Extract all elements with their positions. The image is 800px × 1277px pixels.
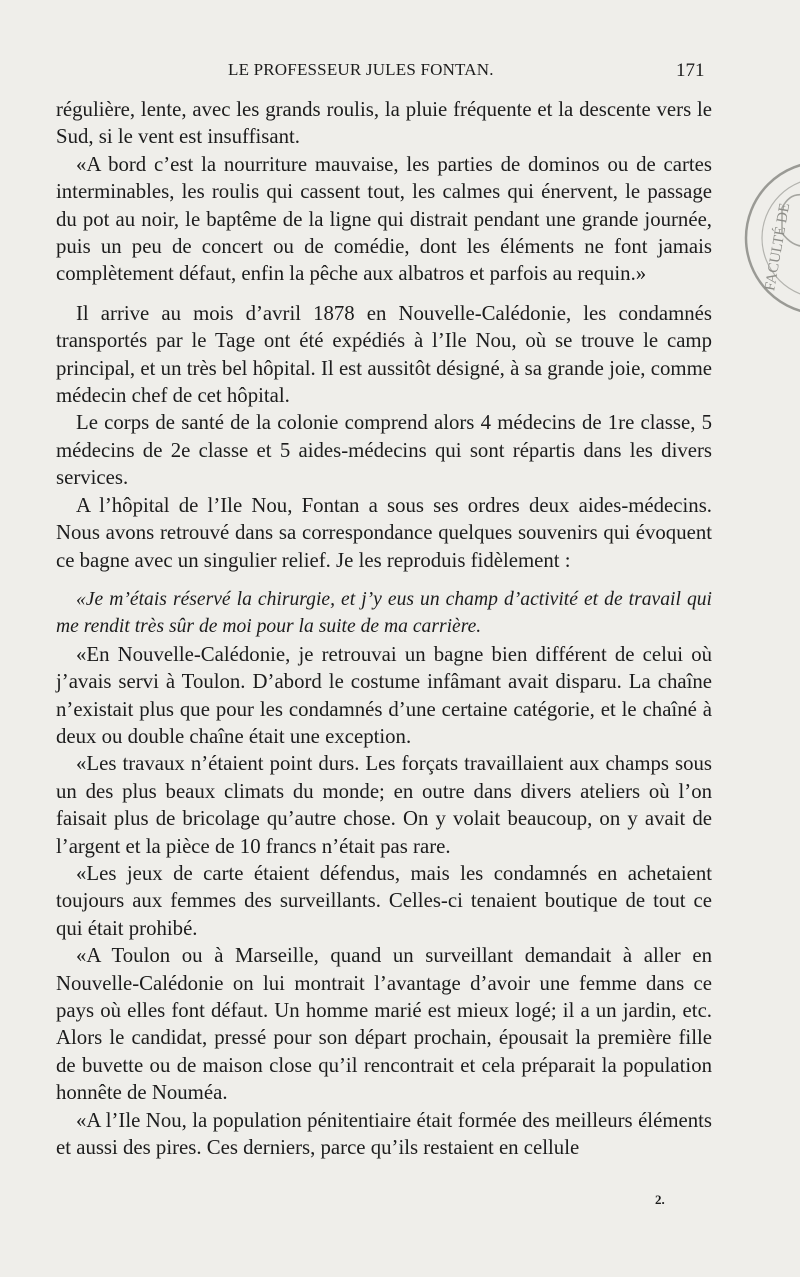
paragraph: «A l’Ile Nou, la population pénitentiaire était formée des meilleurs éléments et aussi des pires. Ces derniers, parce qu’ils restaient en cellule [56, 1108, 712, 1160]
paragraph: «En Nouvelle-Calédonie, je retrouvai un bagne bien différent de celui où j’avais servi à Toulon. D’abord le costume infâmant avait disparu. La chaîne n’existait plus que pour les condamnés d’une certaine catégorie, et le chaîné à deux ou double chaîne était une exception. [56, 642, 712, 748]
paragraph: régulière, lente, avec les grands roulis, la pluie fréquente et la descente vers le Sud, si le vent est insuffisant. [56, 98, 712, 149]
signature-mark: 2. [655, 1192, 665, 1207]
paragraph: «A bord c’est la nourriture mauvaise, les parties de dominos ou de cartes interminables, les roulis qui cassent tout, les calmes qui énervent, le passage du pot au noir, le baptême de la ligne qui distrait pendant une grande journée, puis un peu de concert ou de comédie, dont les éléments ne font jamais complètement défaut, enfin la pêche aux albatros et parfois au requin.» [56, 152, 712, 286]
paragraph: «Les jeux de carte étaient défendus, mais les condamnés en achetaient toujours aux femmes des surveillants. Celles-ci tenaient boutique de tout ce qui était prohibé. [56, 861, 712, 940]
paragraph: «A Toulon ou à Marseille, quand un surveillant demandait à aller en Nouvelle-Calédonie on lui montrait l’avantage d’avoir une femme dans ce pays où elles font défaut. Un homme marié est mieux logé; il a un jardin, etc. Alors le candidat, pressé pour son départ prochain, épousait la première fille de buvette ou de maison close qu’il rencontrait et cela préparait la population honnête de Nouméa. [56, 944, 712, 1105]
paragraph: Le corps de santé de la colonie comprend alors 4 médecins de 1re classe, 5 médecins de 2e classe et 5 aides-médecins qui sont répartis dans les divers services. [56, 411, 712, 490]
italic-paragraph: «Je m’étais réservé la chirurgie, et j’y eus un champ d’activité et de travail qui me rendit très sûr de moi pour la suite de ma carrière. [56, 588, 712, 638]
paragraph: «Les travaux n’étaient point durs. Les forçats travaillaient aux champs sous un des plus beaux climats du monde; en outre dans divers ateliers où l’on faisait plus de bricolage qu’autre chose. On y volait beaucoup, on y avait de l’argent et la pièce de 10 francs n’était pas rare. [56, 752, 712, 858]
page-header [0, 60, 800, 90]
running-title: LE PROFESSEUR JULES FONTAN. [228, 60, 494, 79]
body-text [56, 96, 712, 1161]
paragraph: A l’hôpital de l’Ile Nou, Fontan a sous ses ordres deux aides-médecins. Nous avons retrouvé dans sa correspondance quelques souvenirs qui évoquent ce bagne avec un singulier relief. Je les reproduis fidèlement : [56, 493, 712, 572]
page-number: 171 [676, 60, 705, 81]
stamp-text: FACULTÉ DE [762, 201, 794, 293]
paragraph: Il arrive au mois d’avril 1878 en Nouvelle-Calédonie, les condamnés transportés par le Tage ont été expédiés à l’Ile Nou, où se trouve le camp principal, et un très bel hôpital. Il est aussitôt désigné, à sa grande joie, comme médecin chef de cet hôpital. [56, 301, 712, 408]
university-stamp-icon [742, 138, 800, 338]
